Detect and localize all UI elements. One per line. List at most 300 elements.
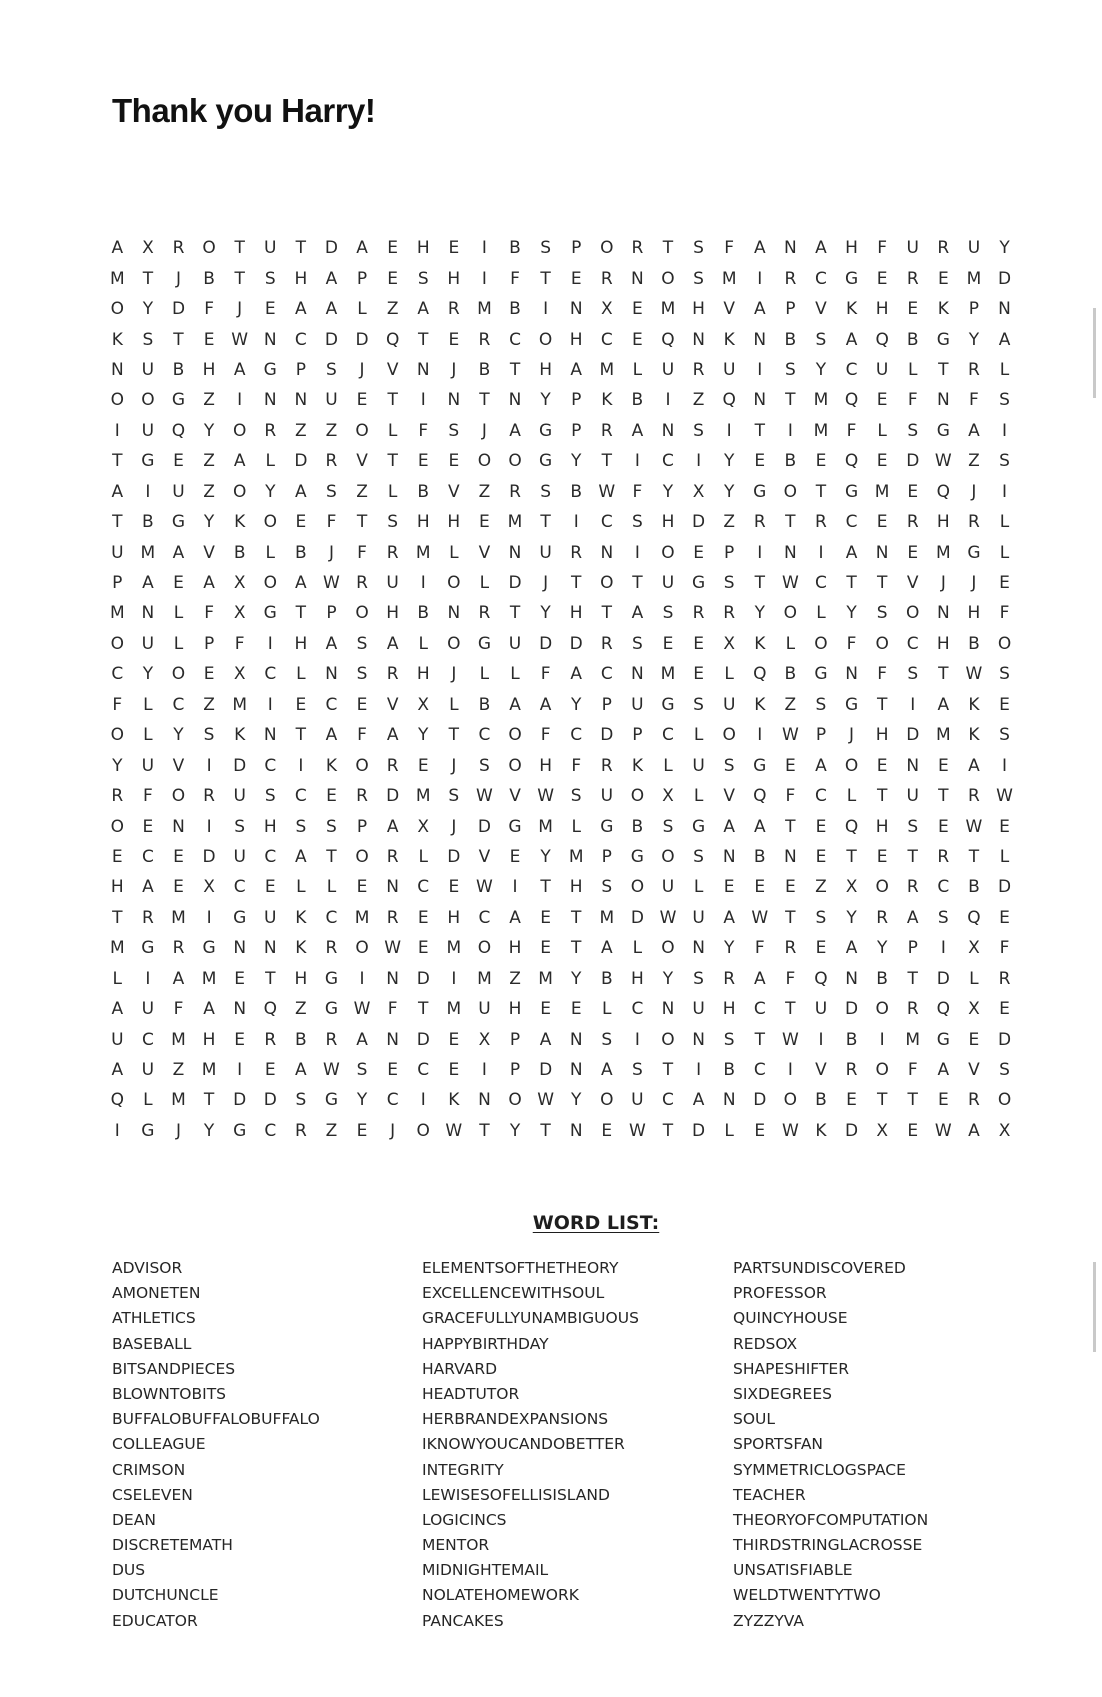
grid-letter: R xyxy=(356,786,368,807)
grid-letter: O xyxy=(997,633,1012,654)
grid-letter: U xyxy=(722,359,736,380)
word-list-column-3 xyxy=(733,1256,928,1634)
grid-letter: P xyxy=(785,299,796,320)
grid-letter: O xyxy=(477,938,492,959)
grid-letter: L xyxy=(969,968,979,989)
grid-letter: A xyxy=(968,1120,980,1141)
grid-letter: P xyxy=(509,1060,521,1081)
grid-letter: V xyxy=(723,299,735,320)
grid-letter: E xyxy=(448,877,460,898)
grid-letter: S xyxy=(601,877,613,898)
grid-letter: Y xyxy=(876,938,888,959)
grid-letter: M xyxy=(538,968,553,989)
grid-letter: L xyxy=(846,786,857,807)
grid-letter: I xyxy=(145,481,151,502)
grid-letter: B xyxy=(753,846,766,867)
grid-letter: E xyxy=(356,390,368,411)
grid-letter: D xyxy=(692,1120,706,1141)
grid-letter: S xyxy=(295,816,307,837)
grid-letter: I xyxy=(114,420,120,441)
grid-letter: T xyxy=(326,846,337,867)
grid-letter: E xyxy=(693,633,704,654)
grid-letter: S xyxy=(999,664,1010,685)
grid-letter: A xyxy=(815,238,827,259)
grid-letter: T xyxy=(938,664,949,685)
grid-letter: A xyxy=(845,938,858,959)
grid-letter: Q xyxy=(936,481,951,502)
grid-letter: E xyxy=(693,664,704,685)
grid-letter: O xyxy=(141,390,155,411)
grid-letter: K xyxy=(448,1090,460,1111)
grid-letter: R xyxy=(906,999,919,1020)
grid-letter: G xyxy=(936,1029,950,1050)
grid-letter: A xyxy=(386,725,399,746)
grid-letter: U xyxy=(233,846,246,867)
grid-letter: K xyxy=(111,329,123,350)
grid-letter: F xyxy=(877,664,888,685)
grid-letter: E xyxy=(632,299,643,320)
grid-letter: R xyxy=(998,968,1011,989)
grid-letter: C xyxy=(937,877,950,898)
grid-letter: I xyxy=(481,1060,487,1081)
grid-letter: O xyxy=(600,238,614,259)
grid-letter: Z xyxy=(784,694,797,715)
grid-letter: F xyxy=(969,390,979,411)
grid-letter: N xyxy=(325,664,338,685)
grid-letter: D xyxy=(324,329,338,350)
grid-letter: O xyxy=(630,786,645,807)
grid-letter: E xyxy=(784,755,796,776)
grid-letter: J xyxy=(971,573,977,594)
grid-letter: O xyxy=(110,725,124,746)
grid-letter: D xyxy=(753,1090,767,1111)
grid-letter: S xyxy=(693,968,704,989)
grid-letter: S xyxy=(784,359,796,380)
grid-letter: Z xyxy=(356,481,368,502)
grid-letter: C xyxy=(600,512,613,533)
grid-letter: B xyxy=(876,968,888,989)
grid-letter: I xyxy=(634,1029,640,1050)
grid-letter: A xyxy=(539,1029,552,1050)
grid-letter: T xyxy=(295,238,307,259)
grid-letter: O xyxy=(661,1029,675,1050)
grid-letter: H xyxy=(416,238,430,259)
grid-letter: T xyxy=(173,329,184,350)
grid-row xyxy=(102,568,1020,598)
grid-letter: M xyxy=(477,299,492,320)
grid-letter: E xyxy=(937,268,949,289)
grid-letter: S xyxy=(387,512,399,533)
grid-letter: M xyxy=(354,907,370,928)
grid-letter: A xyxy=(325,725,338,746)
grid-letter: Y xyxy=(723,938,735,959)
grid-letter: H xyxy=(447,907,461,928)
grid-letter: C xyxy=(753,999,766,1020)
grid-letter: T xyxy=(448,725,460,746)
grid-letter: Z xyxy=(386,299,399,320)
grid-letter: D xyxy=(539,633,553,654)
grid-letter: B xyxy=(417,603,430,624)
grid-letter: R xyxy=(753,512,766,533)
grid-letter: B xyxy=(968,877,980,898)
grid-letter: C xyxy=(845,359,858,380)
grid-letter: R xyxy=(356,573,368,594)
grid-letter: C xyxy=(264,846,277,867)
grid-letter: A xyxy=(325,633,338,654)
grid-letter: O xyxy=(538,329,553,350)
grid-row xyxy=(102,629,1020,659)
grid-letter: I xyxy=(818,1029,824,1050)
grid-letter: T xyxy=(295,725,307,746)
grid-letter: F xyxy=(234,633,245,654)
grid-letter: I xyxy=(451,968,457,989)
grid-letter: N xyxy=(263,329,277,350)
grid-letter: W xyxy=(323,1060,340,1081)
grid-letter: V xyxy=(723,786,735,807)
grid-letter: D xyxy=(416,968,430,989)
grid-letter: Q xyxy=(936,999,951,1020)
grid-letter: L xyxy=(999,846,1010,867)
grid-letter: O xyxy=(875,999,889,1020)
grid-letter: L xyxy=(296,877,306,898)
grid-letter: M xyxy=(171,1029,186,1050)
grid-letter: L xyxy=(173,603,184,624)
grid-letter: S xyxy=(937,907,949,928)
grid-letter: T xyxy=(203,1090,215,1111)
grid-letter: K xyxy=(631,755,643,776)
grid-letter: E xyxy=(570,999,582,1020)
word-list-item: DISCRETEMATH xyxy=(112,1536,233,1555)
grid-letter: L xyxy=(724,1120,734,1141)
grid-letter: T xyxy=(785,390,796,411)
grid-letter: S xyxy=(570,786,582,807)
grid-letter: P xyxy=(571,238,582,259)
grid-letter: H xyxy=(386,603,400,624)
grid-row xyxy=(102,720,1020,750)
grid-letter: L xyxy=(173,633,184,654)
grid-letter: A xyxy=(539,694,552,715)
grid-letter: I xyxy=(420,390,426,411)
grid-letter: C xyxy=(111,664,124,685)
grid-letter: E xyxy=(356,1120,368,1141)
grid-letter: Y xyxy=(540,603,551,624)
grid-letter: L xyxy=(449,694,459,715)
grid-letter: B xyxy=(631,390,644,411)
grid-letter: A xyxy=(111,999,124,1020)
grid-letter: R xyxy=(968,359,980,380)
grid-letter: Z xyxy=(692,390,705,411)
grid-letter: E xyxy=(570,268,582,289)
grid-letter: J xyxy=(849,725,855,746)
grid-letter: T xyxy=(142,268,154,289)
grid-letter: T xyxy=(907,1090,918,1111)
word-list-item: EXCELLENCEWITHSOUL xyxy=(422,1284,605,1303)
grid-letter: B xyxy=(784,451,797,472)
grid-letter: A xyxy=(295,481,307,502)
grid-letter: L xyxy=(143,725,153,746)
grid-letter: E xyxy=(907,481,919,502)
grid-letter: V xyxy=(509,786,521,807)
grid-letter: Q xyxy=(385,329,400,350)
grid-letter: N xyxy=(661,420,675,441)
grid-letter: S xyxy=(723,573,735,594)
grid-letter: T xyxy=(876,694,888,715)
grid-letter: Q xyxy=(814,968,828,989)
grid-letter: Q xyxy=(875,329,889,350)
grid-letter: Q xyxy=(844,451,859,472)
grid-letter: N xyxy=(110,359,124,380)
grid-letter: C xyxy=(753,1060,766,1081)
grid-letter: W xyxy=(445,1120,463,1141)
word-list-item: THEORYOFCOMPUTATION xyxy=(733,1510,929,1529)
grid-letter: P xyxy=(203,633,215,654)
grid-letter: N xyxy=(936,603,950,624)
grid-letter: C xyxy=(845,512,858,533)
grid-letter: R xyxy=(600,268,613,289)
word-list-item: MENTOR xyxy=(422,1536,490,1555)
grid-letter: L xyxy=(479,573,490,594)
grid-letter: E xyxy=(203,664,215,685)
grid-row xyxy=(102,598,1020,628)
grid-letter: D xyxy=(539,1060,553,1081)
grid-letter: H xyxy=(508,999,522,1020)
grid-letter: T xyxy=(387,390,398,411)
grid-letter: I xyxy=(114,1120,120,1141)
grid-letter: C xyxy=(264,1120,277,1141)
word-list-item: COLLEAGUE xyxy=(112,1435,206,1454)
grid-letter: Y xyxy=(540,846,551,867)
grid-letter: S xyxy=(417,268,429,289)
grid-letter: Q xyxy=(110,1090,124,1111)
grid-letter: N xyxy=(263,390,277,411)
grid-letter: A xyxy=(386,816,399,837)
grid-letter: S xyxy=(723,1029,735,1050)
grid-letter: C xyxy=(662,1090,674,1111)
grid-letter: O xyxy=(875,877,889,898)
grid-letter: G xyxy=(691,573,706,594)
grid-letter: M xyxy=(477,968,492,989)
grid-letter: L xyxy=(602,999,612,1020)
grid-letter: C xyxy=(417,877,430,898)
grid-letter: E xyxy=(846,1090,857,1111)
grid-letter: E xyxy=(173,451,184,472)
grid-letter: E xyxy=(448,451,460,472)
grid-letter: O xyxy=(783,603,798,624)
grid-letter: O xyxy=(355,603,369,624)
grid-letter: E xyxy=(540,999,551,1020)
grid-letter: A xyxy=(753,816,766,837)
grid-letter: U xyxy=(386,573,399,594)
grid-letter: A xyxy=(570,664,583,685)
grid-letter: A xyxy=(998,329,1011,350)
word-list-item: QUINCYHOUSE xyxy=(733,1309,848,1328)
grid-letter: D xyxy=(447,846,461,867)
grid-letter: R xyxy=(509,481,521,502)
grid-letter: W xyxy=(628,1120,646,1141)
grid-letter: M xyxy=(538,816,553,837)
grid-letter: E xyxy=(999,573,1010,594)
grid-letter: H xyxy=(294,268,308,289)
grid-letter: O xyxy=(508,755,522,776)
word-list-item: SYMMETRICLOGSPACE xyxy=(733,1460,906,1479)
grid-letter: N xyxy=(845,968,858,989)
grid-letter: C xyxy=(264,664,277,685)
grid-letter: U xyxy=(141,1060,155,1081)
word-list-item: ZYZZYVA xyxy=(733,1611,805,1630)
grid-letter: E xyxy=(754,451,766,472)
grid-letter: O xyxy=(783,1090,798,1111)
grid-letter: E xyxy=(632,329,643,350)
grid-letter: X xyxy=(233,664,246,685)
grid-letter: F xyxy=(724,238,735,259)
word-list-item: LOGICINCS xyxy=(422,1510,507,1529)
grid-letter: Z xyxy=(172,1060,185,1081)
grid-letter: I xyxy=(1002,420,1008,441)
grid-letter: O xyxy=(630,877,645,898)
grid-letter: K xyxy=(937,299,949,320)
grid-letter: Q xyxy=(722,390,736,411)
grid-letter: P xyxy=(571,390,582,411)
grid-letter: W xyxy=(781,573,799,594)
grid-letter: O xyxy=(814,633,828,654)
grid-letter: N xyxy=(784,846,797,867)
grid-letter: V xyxy=(448,481,460,502)
grid-letter: Q xyxy=(263,999,277,1020)
grid-letter: I xyxy=(665,390,671,411)
grid-letter: F xyxy=(387,999,398,1020)
grid-letter: N xyxy=(416,359,430,380)
grid-letter: O xyxy=(355,938,369,959)
grid-letter: O xyxy=(508,1090,522,1111)
grid-letter: W xyxy=(537,786,555,807)
grid-letter: F xyxy=(112,694,123,715)
grid-letter: U xyxy=(692,755,705,776)
word-list-item: EDUCATOR xyxy=(112,1611,198,1630)
grid-letter: A xyxy=(203,573,215,594)
grid-letter: V xyxy=(815,1060,827,1081)
grid-letter: K xyxy=(815,1120,827,1141)
grid-letter: F xyxy=(877,238,888,259)
grid-letter: V xyxy=(386,359,399,380)
grid-letter: Y xyxy=(754,603,765,624)
grid-letter: N xyxy=(233,938,247,959)
grid-letter: R xyxy=(325,451,338,472)
grid-letter: E xyxy=(448,238,460,259)
grid-letter: Y xyxy=(662,968,674,989)
grid-letter: O xyxy=(844,755,859,776)
grid-letter: U xyxy=(478,999,491,1020)
word-list-item: BLOWNTOBITS xyxy=(112,1384,227,1403)
grid-letter: F xyxy=(143,786,153,807)
grid-letter: S xyxy=(448,420,460,441)
grid-letter: C xyxy=(294,329,307,350)
grid-letter: T xyxy=(785,512,796,533)
grid-letter: S xyxy=(631,633,643,654)
grid-letter: N xyxy=(172,816,185,837)
grid-letter: U xyxy=(967,238,981,259)
grid-letter: L xyxy=(632,359,643,380)
grid-letter: G xyxy=(171,512,186,533)
grid-letter: A xyxy=(233,359,246,380)
grid-letter: T xyxy=(785,816,796,837)
grid-row xyxy=(102,781,1020,811)
grid-letter: G xyxy=(967,542,981,563)
grid-letter: D xyxy=(936,968,950,989)
grid-row xyxy=(102,446,1020,476)
grid-letter: Z xyxy=(295,420,307,441)
grid-letter: Z xyxy=(815,877,827,898)
grid-letter: S xyxy=(295,1090,307,1111)
grid-letter: N xyxy=(233,999,247,1020)
grid-letter: L xyxy=(143,694,153,715)
grid-letter: S xyxy=(907,420,919,441)
grid-letter: M xyxy=(721,268,737,289)
grid-letter: T xyxy=(571,573,582,594)
grid-letter: K xyxy=(968,694,980,715)
grid-letter: B xyxy=(478,694,491,715)
grid-letter: R xyxy=(478,603,491,624)
grid-letter: U xyxy=(600,786,614,807)
word-list-item: SPORTSFAN xyxy=(733,1435,824,1454)
grid-letter: N xyxy=(753,329,767,350)
grid-letter: I xyxy=(757,725,763,746)
grid-letter: V xyxy=(478,846,491,867)
grid-letter: C xyxy=(172,694,185,715)
grid-letter: V xyxy=(386,694,399,715)
grid-letter: X xyxy=(142,238,154,259)
word-list-item: SOUL xyxy=(733,1410,776,1429)
grid-letter: T xyxy=(387,451,398,472)
grid-letter: R xyxy=(294,1120,307,1141)
grid-row xyxy=(102,1055,1020,1085)
grid-letter: L xyxy=(449,542,459,563)
grid-letter: I xyxy=(359,968,365,989)
grid-letter: S xyxy=(907,664,919,685)
grid-letter: U xyxy=(141,420,155,441)
word-list-column-1 xyxy=(112,1256,320,1634)
word-list-heading-row xyxy=(0,1207,1102,1235)
grid-letter: E xyxy=(387,238,399,259)
grid-letter: E xyxy=(173,573,184,594)
word-list-item: REDSOX xyxy=(733,1334,798,1353)
grid-letter: A xyxy=(111,238,124,259)
grid-letter: M xyxy=(660,299,676,320)
grid-letter: E xyxy=(907,299,919,320)
grid-letter: S xyxy=(234,816,246,837)
grid-row xyxy=(102,994,1020,1024)
grid-letter: I xyxy=(298,755,304,776)
grid-letter: R xyxy=(906,512,919,533)
grid-letter: S xyxy=(723,755,735,776)
grid-letter: S xyxy=(693,238,704,259)
grid-letter: O xyxy=(355,420,369,441)
grid-letter: F xyxy=(999,938,1010,959)
grid-letter: R xyxy=(968,512,980,533)
grid-letter: J xyxy=(359,359,365,380)
word-list-item: DUS xyxy=(112,1561,146,1580)
grid-letter: A xyxy=(937,694,950,715)
grid-letter: T xyxy=(968,846,980,867)
grid-letter: G xyxy=(844,694,859,715)
word-list-item: HEADTUTOR xyxy=(422,1384,520,1403)
grid-letter: F xyxy=(785,786,796,807)
grid-letter: J xyxy=(451,755,457,776)
grid-letter: N xyxy=(692,938,705,959)
grid-letter: T xyxy=(876,1090,888,1111)
grid-letter: C xyxy=(600,664,613,685)
grid-letter: S xyxy=(999,451,1010,472)
grid-letter: K xyxy=(968,725,980,746)
